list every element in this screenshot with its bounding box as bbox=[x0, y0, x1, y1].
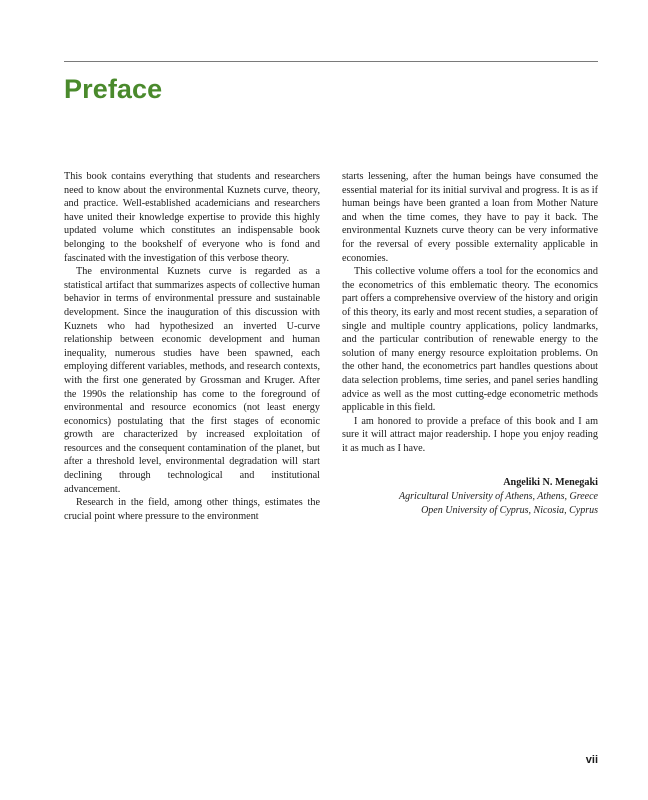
author-name: Angeliki N. Menegaki bbox=[503, 477, 598, 489]
author-affiliation: Agricultural University of Athens, Athens, Greece bbox=[399, 491, 598, 503]
left-column bbox=[64, 170, 320, 523]
paragraph: This collective volume offers a tool for the economics and the econometrics of this emblematic theory. The economics part offers a comprehensive overview of the history and origin of this theory, its early and most recent studies, a separation of single and multiple country applications, policy landmarks, and the particular contribution of renewable energy to the solution of many energy resource exploitation problems. On the other hand, the econometrics part handles questions about data selection problems, time series, and panel series handling advice as well as the most cutting-edge econometric methods applicable in this field. bbox=[342, 266, 598, 414]
page-title: Preface bbox=[64, 74, 163, 104]
author-affiliation: Open University of Cyprus, Nicosia, Cyprus bbox=[421, 504, 598, 516]
paragraph: Research in the field, among other things, estimates the crucial point where pressure to the environment bbox=[64, 497, 320, 522]
right-column bbox=[342, 170, 598, 517]
paragraph: starts lessening, after the human beings have consumed the essential material for its initial survival and progress. It is as if human beings have been granted a loan from Mother Nature and when the time comes, they have to pay it back. The environmental Kuznets curve theory can be very informative for the reversal of every possible externality applicable in economies. bbox=[342, 171, 598, 264]
header-rule bbox=[64, 61, 598, 62]
paragraph: I am honored to provide a preface of this book and I am sure it will attract major readership. I hope you enjoy reading it as much as I have. bbox=[342, 415, 598, 454]
paragraph: The environmental Kuznets curve is regarded as a statistical artifact that summarizes aspects of collective human behavior in terms of environmental pressure and sustainable development. Since the inauguration of this discussion with Kuznets who had hypothesized an inverted U-curve relationship between economic development and human inequality, numerous studies have been spawned, each employing different variables, methods, and research contexts, with the first one generated by Grossman and Kruger. After the 1990s the relationship has come to the foreground of environmental and resource economics (not least energy economics) postulating that the first stages of economic growth are characterized by increased exploitation of resources and the consequent contamination of the planet, but after a threshold level, environmental degradation will start declining through technological and institutional advancement. bbox=[64, 266, 320, 495]
paragraph: This book contains everything that students and researchers need to know about the environmental Kuznets curve, theory, and practice. Well-established academicians and researchers have united their knowledge expertise to provide this highly updated volume which constitutes an indispensable book belonging to the bookshelf of everyone who is fond and fascinated with the investigation of this verbose theory. bbox=[64, 171, 320, 264]
page-number: vii bbox=[585, 754, 598, 766]
signature-block bbox=[342, 476, 598, 517]
